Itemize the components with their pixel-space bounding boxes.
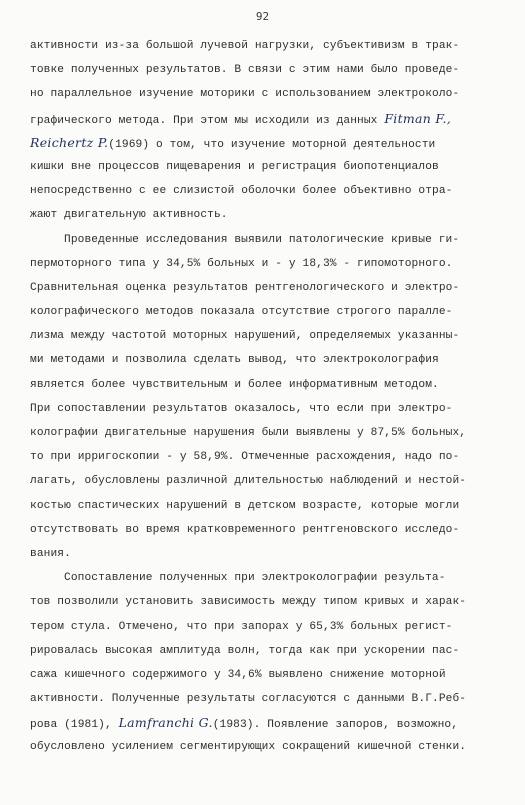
text-line — [30, 300, 510, 324]
handwritten-reference: Fitman F., — [384, 110, 452, 126]
text-line — [30, 252, 510, 276]
text-line — [30, 518, 510, 542]
text-line — [30, 469, 510, 493]
text-line — [30, 373, 510, 397]
text-line — [30, 397, 510, 421]
typed-text: лагать, обусловлены различной длительностью наблюдений и нестой- — [30, 475, 467, 488]
text-line — [30, 155, 510, 179]
text-line — [30, 615, 510, 639]
typed-text: является более чувствительным и более информативным методом. — [30, 378, 439, 391]
text-line — [30, 639, 510, 663]
typed-text: лизма между частотой моторных нарушений, определяемых указанны- — [30, 330, 460, 343]
text-line — [30, 82, 510, 106]
text-line — [30, 711, 510, 735]
handwritten-reference: Reichertz P. — [30, 134, 109, 150]
text-line — [30, 107, 510, 131]
text-line — [30, 58, 510, 82]
typed-text: активности из-за большой лучевой нагрузки, субъективизм в трак- — [30, 40, 460, 52]
text-line — [30, 542, 510, 566]
typed-text: жают двигательную активность. — [30, 209, 228, 222]
typed-text: Проведенные исследования выявили патологические кривые ги- — [64, 233, 460, 246]
typed-text: рова (1981), — [30, 719, 119, 732]
text-line — [30, 735, 510, 759]
text-line — [30, 687, 510, 711]
text-line — [30, 131, 510, 155]
typed-text: тов позволили установить зависимость между типом кривых и харак- — [30, 596, 467, 609]
typed-text: ми методами и позволила сделать вывод, что электроколография — [30, 354, 439, 367]
text-line — [30, 228, 510, 252]
typed-text: При сопоставлении результатов оказалось, что если при электро- — [30, 402, 453, 415]
text-line — [30, 324, 510, 348]
text-line — [30, 34, 510, 58]
typed-text: тером стула. Отмечено, что при запорах у 65,3% больных регист- — [30, 620, 453, 633]
typed-text: (1969) о том, что изучение моторной деятельности — [108, 138, 436, 151]
typed-text: непосредственно с ее слизистой оболочки более объективно отра- — [30, 185, 453, 198]
page-number: 92 — [255, 10, 270, 23]
text-line — [30, 179, 510, 203]
typed-text: графического метода. При этом мы исходили из данных — [30, 114, 385, 127]
typed-text: колографического методов показала отсутствие строгого паралле- — [30, 306, 453, 319]
text-line — [30, 203, 510, 227]
typed-text: кишки вне процессов пищеварения и регистрация биопотенциалов — [30, 160, 439, 173]
text-line — [30, 590, 510, 614]
handwritten-reference: Lamfranchi G. — [118, 715, 213, 731]
typed-text: обусловлено усилением сегментирующих сокращений кишечной стенки. — [30, 741, 467, 754]
text-line — [30, 421, 510, 445]
body-text — [30, 34, 510, 760]
text-line — [30, 276, 510, 300]
text-line — [30, 566, 510, 590]
text-line — [30, 663, 510, 687]
typed-text: активности. Полученные результаты согласуются с данными В.Г.Реб- — [30, 693, 467, 706]
typed-text: Сравнительная оценка результатов рентгенологического и электро- — [30, 281, 460, 294]
typed-text: отсутствовать во время кратковременного рентгеновского исследо- — [30, 523, 460, 536]
text-line — [30, 445, 510, 469]
typed-text: (1983). Появление запоров, возможно, — [212, 719, 459, 732]
typed-text: вания. — [30, 547, 71, 560]
typed-text: рировалась высокая амплитуда волн, тогда как при ускорении пас- — [30, 644, 460, 657]
text-line — [30, 494, 510, 518]
typed-text: Сопоставление полученных при электроколографии результа- — [64, 572, 446, 585]
typed-text: сажа кишечного содержимого у 34,6% выявлено снижение моторной — [30, 668, 446, 681]
text-line — [30, 348, 510, 372]
typed-text: но параллельное изучение моторики с использованием электроколо- — [30, 88, 460, 101]
typed-text: колографии двигательные нарушения были выявлены у 87,5% больных, — [30, 427, 467, 439]
typed-text: костью спастических нарушений в детском возрасте, которые могли — [30, 499, 460, 512]
typed-text: пермоторного типа у 34,5% больных и - у 18,3% - гипомоторного. — [30, 257, 453, 270]
typed-text: товке полученных результатов. В связи с этим нами было проведе- — [30, 64, 460, 77]
typed-text: то при ирригоскопии - у 58,9%. Отмеченные расхождения, надо по- — [30, 451, 460, 464]
